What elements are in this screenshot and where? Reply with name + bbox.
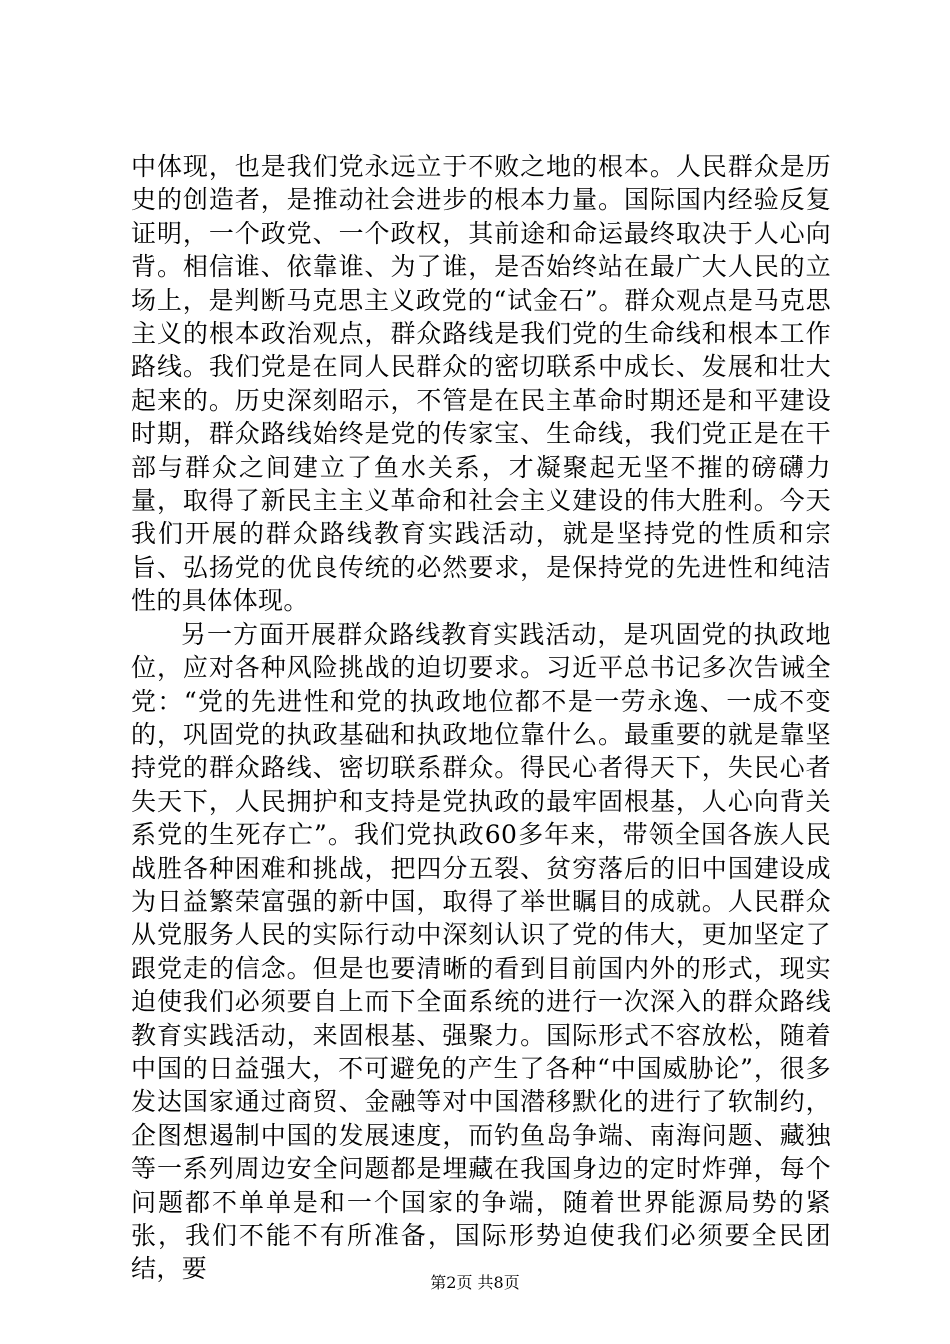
paragraph-continuation: 中体现，也是我们党永远立于不败之地的根本。人民群众是历史的创造者，是推动社会进步的根本力量。国际国内经验反复证明，一个政党、一个政权，其前途和命运最终取决于人心向背。相信谁、依靠谁、为了谁，是否始终站在最广大人民的立场上，是判断马克思主义政党的“试金石”。群众观点是马克思主义的根本政治观点，群众路线是我们党的生命线和根本工作路线。我们党是在同人民群众的密切联系中成长、发展和壮大起来的。历史深刻昭示，不管是在民主革命时期还是和平建设时期，群众路线始终是党的传家宝、生命线，我们党正是在干部与群众之间建立了鱼水关系，才凝聚起无坚不摧的磅礴力量，取得了新民主主义革命和社会主义建设的伟大胜利。今天我们开展的群众路线教育实践活动，就是坚持党的性质和宗旨、弘扬党的优良传统的必然要求，是保持党的先进性和纯洁性的具体体现。 xyxy=(131,152,831,616)
document-body xyxy=(131,150,831,1286)
page-number: 第2页 共8页 xyxy=(430,1273,520,1292)
page-footer xyxy=(0,1270,950,1293)
paragraph-second: 另一方面开展群众路线教育实践活动，是巩固党的执政地位，应对各种风险挑战的迫切要求。习近平总书记多次告诫全党：“党的先进性和党的执政地位都不是一劳永逸、一成不变的，巩固党的执政基础和执政地位靠什么。最重要的就是靠坚持党的群众路线、密切联系群众。得民心者得天下，失民心者失天下，人民拥护和支持是党执政的最牢固根基，人心向背关系党的生死存亡”。我们党执政60多年来，带领全国各族人民战胜各种困难和挑战，把四分五裂、贫穷落后的旧中国建设成为日益繁荣富强的新中国，取得了举世瞩目的成就。人民群众从党服务人民的实际行动中深刻认识了党的伟大，更加坚定了跟党走的信念。但是也要清晰的看到目前国内外的形式，现实迫使我们必须要自上而下全面系统的进行一次深入的群众路线教育实践活动，来固根基、强聚力。国际形式不容放松，随着中国的日益强大，不可避免的产生了各种“中国威胁论”，很多发达国家通过商贸、金融等对中国潜移默化的进行了软制约，企图想遏制中国的发展速度，而钓鱼岛争端、南海问题、藏独等一系列周边安全问题都是埋藏在我国身边的定时炸弹，每个问题都不单单是和一个国家的争端，随着世界能源局势的紧张，我们不能不有所准备，国际形势迫使我们必须要全民团结，要 xyxy=(131,619,831,1284)
